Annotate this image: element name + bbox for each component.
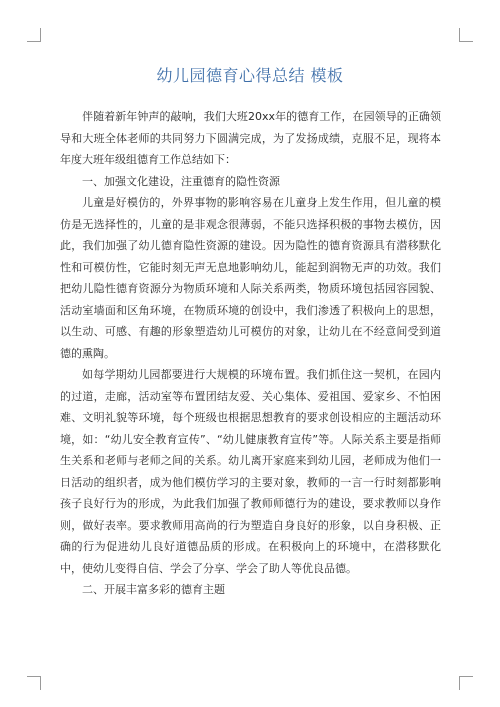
crop-mark-top-left [27,41,41,42]
crop-mark-bottom-right [459,676,460,690]
paragraph-body: 如每学期幼儿园都要进行大规模的环境布置。我们抓住这一契机，在园内的过道，走廊，活动室等布置团结友爱、关心集体、爱祖国、爱家乡、不怕困难、文明礼貌等环境，每个班级也根据思想教育的要求创设相应的主题活动环境，如：“幼儿安全教育宣传”、“幼儿健康教育宣传”等。人际关系主要是指师生关系和老师与老师之间的关系。幼儿离开家庭来到幼儿园，老师成为他们一日活动的组织者，成为他们模仿学习的主要对象，教师的一言一行时刻都影响孩子良好行为的形成，为此我们加强了教师师德行为的建设，要求教师以身作则，做好表率。要求教师用高尚的行为塑造自身良好的形象，以自身积极、正确的行为促进幼儿良好道德品质的形成。在积极向上的环境中，在潜移默化中，使幼儿变得自信、学会了分享、学会了助人等优良品德。 [60,368,441,575]
crop-mark-bottom-left [40,676,41,690]
paragraph-body: 儿童是好模仿的，外界事物的影响容易在儿童身上发生作用，但儿童的模仿是无选择性的，儿童的是非观念很薄弱，不能只选择积极的事物去模仿，因此，我们加强了幼儿德育隐性资源的建设。因为隐性的德育资源具有潜移默化性和可模仿性，它能时刻无声无息地影响幼儿，能起到润物无声的功效。我们把幼儿隐性德育资源分为物质环境和人际关系两类，物质环境包括园容园貌、活动室墙面和区角环境，在物质环境的创设中，我们渗透了积极向上的思想，以生动、可感、有趣的形象塑造幼儿可模仿的对象，让幼儿在不经意间受到道德的熏陶。 [60,196,441,360]
crop-mark-bottom-left [27,676,41,677]
paragraph-intro: 伴随着新年钟声的敲响，我们大班20xx年的德育工作，在园领导的正确领导和大班全体老师的共同努力下圆满完成，为了发扬成绩，克服不足，现将本年度大班年级组德育工作总结如下： [60,110,441,166]
crop-mark-top-left [40,28,41,42]
crop-mark-top-right [459,41,473,42]
section-heading-1: 一、加强文化建设，注重德育的隐性资源 [82,174,280,188]
document-body [60,106,441,601]
crop-mark-bottom-right [459,676,473,677]
section-heading-2: 二、开展丰富多彩的德育主题 [82,583,225,596]
crop-mark-top-right [459,28,460,42]
document-title: 幼儿园德育心得总结 模板 [156,66,344,85]
